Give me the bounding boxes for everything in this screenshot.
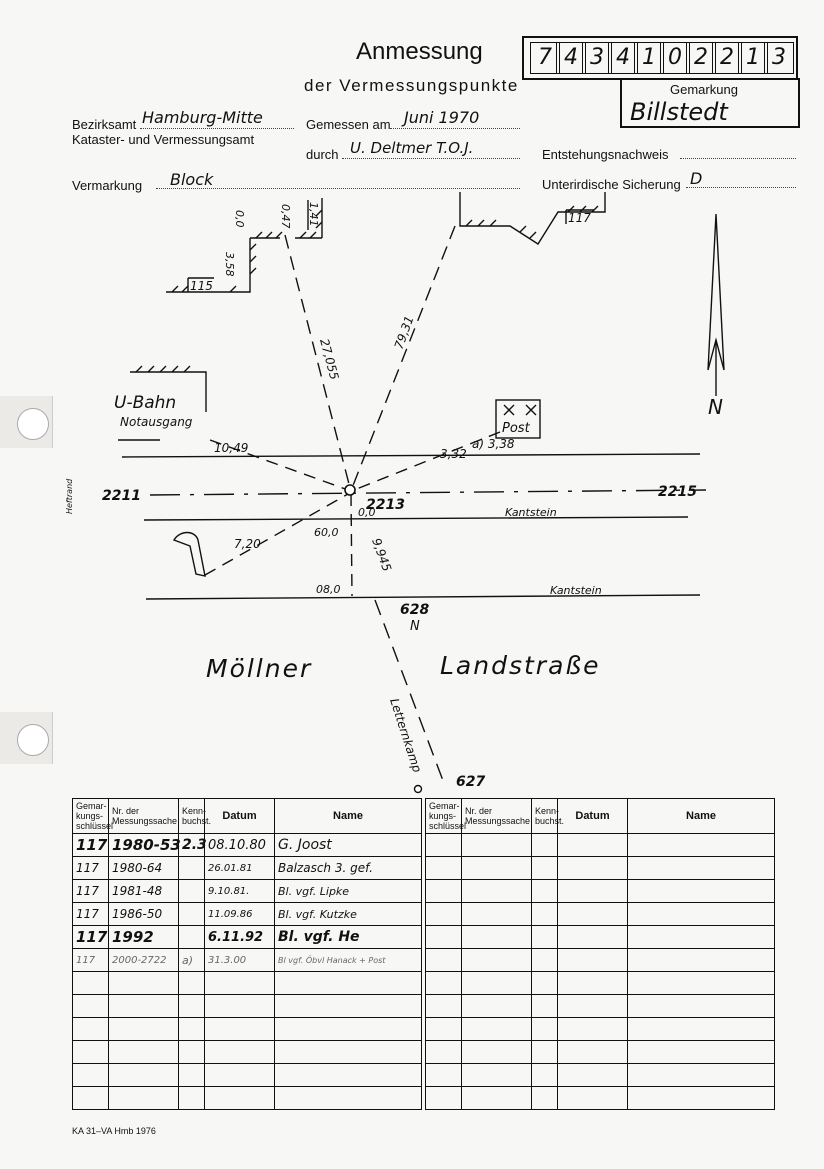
table-row [426,903,775,926]
table-row [73,1064,422,1087]
cell-name: G. Joost [275,834,422,857]
ubahn-label: U-Bahn [114,393,177,413]
street-name-1: Möllner [206,654,313,683]
id-digit: 0 [660,42,690,74]
gemessen-label: Gemessen am [306,117,391,132]
measure-047: 0,47 [279,204,292,229]
id-digit: 4 [608,42,638,74]
post-label: Post [502,421,530,436]
sicherung-label: Unterirdische Sicherung [542,177,681,192]
measure-00b: 0,0 [233,210,246,228]
table-row [426,1064,775,1087]
gemarkung-label: Gemarkung [670,82,738,97]
cell-name: Bl. vgf. Lipke [275,880,422,903]
id-digit: 7 [530,42,560,74]
table-row [426,972,775,995]
table-row [73,1087,422,1110]
point-627-label: 627 [456,774,486,790]
measure-a338: a) 3,38 [472,437,515,451]
header-messungssache: Nr. der Messungssache [462,799,532,834]
table-row [426,995,775,1018]
cell-gemarkung: 117 [73,857,109,880]
cell-name: Bl. vgf. He [275,926,422,949]
table-row [426,880,775,903]
point-2213-marker [345,485,355,495]
cell-kennbuchst [179,903,205,926]
cell-datum: 6.11.92 [205,926,275,949]
table-row [73,1041,422,1064]
table-row [73,857,422,880]
point-2211-label: 2211 [102,488,141,504]
gemarkung-value: Billstedt [630,98,728,126]
kantstein-line-2 [146,595,700,599]
header-datum: Datum [558,799,628,834]
cell-name: Bl vgf. Öbvl Hanack + Post [275,949,422,972]
form-title: Anmessung [356,38,483,65]
measure-60: 60,0 [314,526,339,539]
header-kennbuchst: Kenn-buchst. [532,799,558,834]
cell-messungssache: 1986-50 [109,903,179,926]
table-row [426,834,775,857]
cell-messungssache: 1980-53 [109,834,179,857]
amt-label: Kataster- und Vermessungsamt [72,132,255,147]
cell-datum: 9.10.81. [205,880,275,903]
cell-datum: 08.10.80 [205,834,275,857]
durch-label: durch [306,147,339,162]
table-row [426,1018,775,1041]
measure-358: 3,58 [223,252,236,277]
vermarkung-value: Block [170,170,214,189]
form-subtitle: der Vermessungspunkte [304,76,519,95]
header-name: Name [628,799,775,834]
cell-kennbuchst: 2.3 [179,834,205,857]
measure-27055: 27,055 [317,337,342,382]
measure-08: 08,0 [316,583,341,596]
ray-27055 [285,235,350,488]
lamp-symbol [174,533,205,577]
cell-datum: 26.01.81 [205,857,275,880]
id-digit: 4 [556,42,586,74]
kantstein-label-2: Kantstein [550,584,602,597]
header-datum: Datum [205,799,275,834]
gemessen-value: Juni 1970 [404,108,480,127]
table-row [426,926,775,949]
entstehung-label: Entstehungsnachweis [542,147,669,162]
cell-kennbuchst [179,926,205,949]
table-row [426,949,775,972]
kantstein-label-1: Kantstein [505,506,557,519]
bezirksamt-value: Hamburg-Mitte [142,108,263,127]
header-kennbuchst: Kenn-buchst. [179,799,205,834]
cell-gemarkung: 117 [73,903,109,926]
header-messungssache: Nr. der Messungssache [109,799,179,834]
cell-datum: 31.3.00 [205,949,275,972]
register-table-left [72,798,422,1110]
cell-name: Bl. vgf. Kutzke [275,903,422,926]
header-gemarkung: Gemar-kungs-schlüssel [426,799,462,834]
table-row [73,880,422,903]
bezirksamt-label: Bezirksamt [72,117,137,132]
table-row [73,949,422,972]
measure-00a: 0,0 [358,506,376,519]
side-street-label: Letternkamp [387,696,425,775]
cell-messungssache: 1980-64 [109,857,179,880]
cell-name: Balzasch 3. gef. [275,857,422,880]
cell-gemarkung: 117 [73,926,109,949]
cell-messungssache: 1981-48 [109,880,179,903]
table-row [73,972,422,995]
point-2215-label: 2215 [658,484,697,500]
north-label: N [708,395,723,419]
notausgang-label: Notausgang [120,415,193,429]
measure-1049: 10,49 [214,441,249,455]
measure-332: 3,32 [440,447,467,461]
table-row [73,903,422,926]
id-digit: 2 [712,42,742,74]
table-row [73,1018,422,1041]
ray-down [351,494,352,596]
kantstein-line-1 [144,517,688,520]
table-row [73,995,422,1018]
point-2213-label: 2213 [366,497,405,513]
cell-gemarkung: 117 [73,834,109,857]
cell-gemarkung: 117 [73,880,109,903]
sicherung-value: D [690,169,703,188]
measure-9945: 9,945 [369,536,395,574]
street-line-1 [122,454,700,457]
measure-720: 7,20 [234,537,261,551]
building-117-label: 117 [568,211,591,225]
form-number: KA 31–VA Hmb 1976 [72,1126,156,1136]
header-name: Name [275,799,422,834]
building-115-label: 115 [190,279,213,293]
cell-kennbuchst [179,880,205,903]
cell-kennbuchst: a) [179,949,205,972]
id-digit: 1 [738,42,768,74]
point-628-label: 628 [400,602,430,618]
point-627-marker [415,786,422,793]
id-digit: 3 [582,42,612,74]
table-row [73,834,422,857]
measure-7931: 79,31 [391,313,417,352]
id-digit: 1 [634,42,664,74]
table-row [426,1041,775,1064]
point-628-n-label: N [410,619,420,634]
measure-141: 1,41 [307,202,320,227]
cell-messungssache: 1992 [109,926,179,949]
id-digit: 2 [686,42,716,74]
id-digit: 3 [764,42,794,74]
header-gemarkung: Gemar-kungs-schlüssel [73,799,109,834]
table-row [426,857,775,880]
cell-datum: 11.09.86 [205,903,275,926]
register-table-right [425,798,775,1110]
cell-kennbuchst [179,857,205,880]
vermarkung-label: Vermarkung [72,178,143,193]
heftrand-label: Heftrand [65,478,74,514]
cell-gemarkung: 117 [73,949,109,972]
street-name-2: Landstraße [440,651,601,680]
table-row [426,1087,775,1110]
cell-messungssache: 2000-2722 [109,949,179,972]
table-row [73,926,422,949]
durch-value: U. Deltmer T.O.J. [350,139,474,157]
baseline-2211-2215 [150,490,706,495]
